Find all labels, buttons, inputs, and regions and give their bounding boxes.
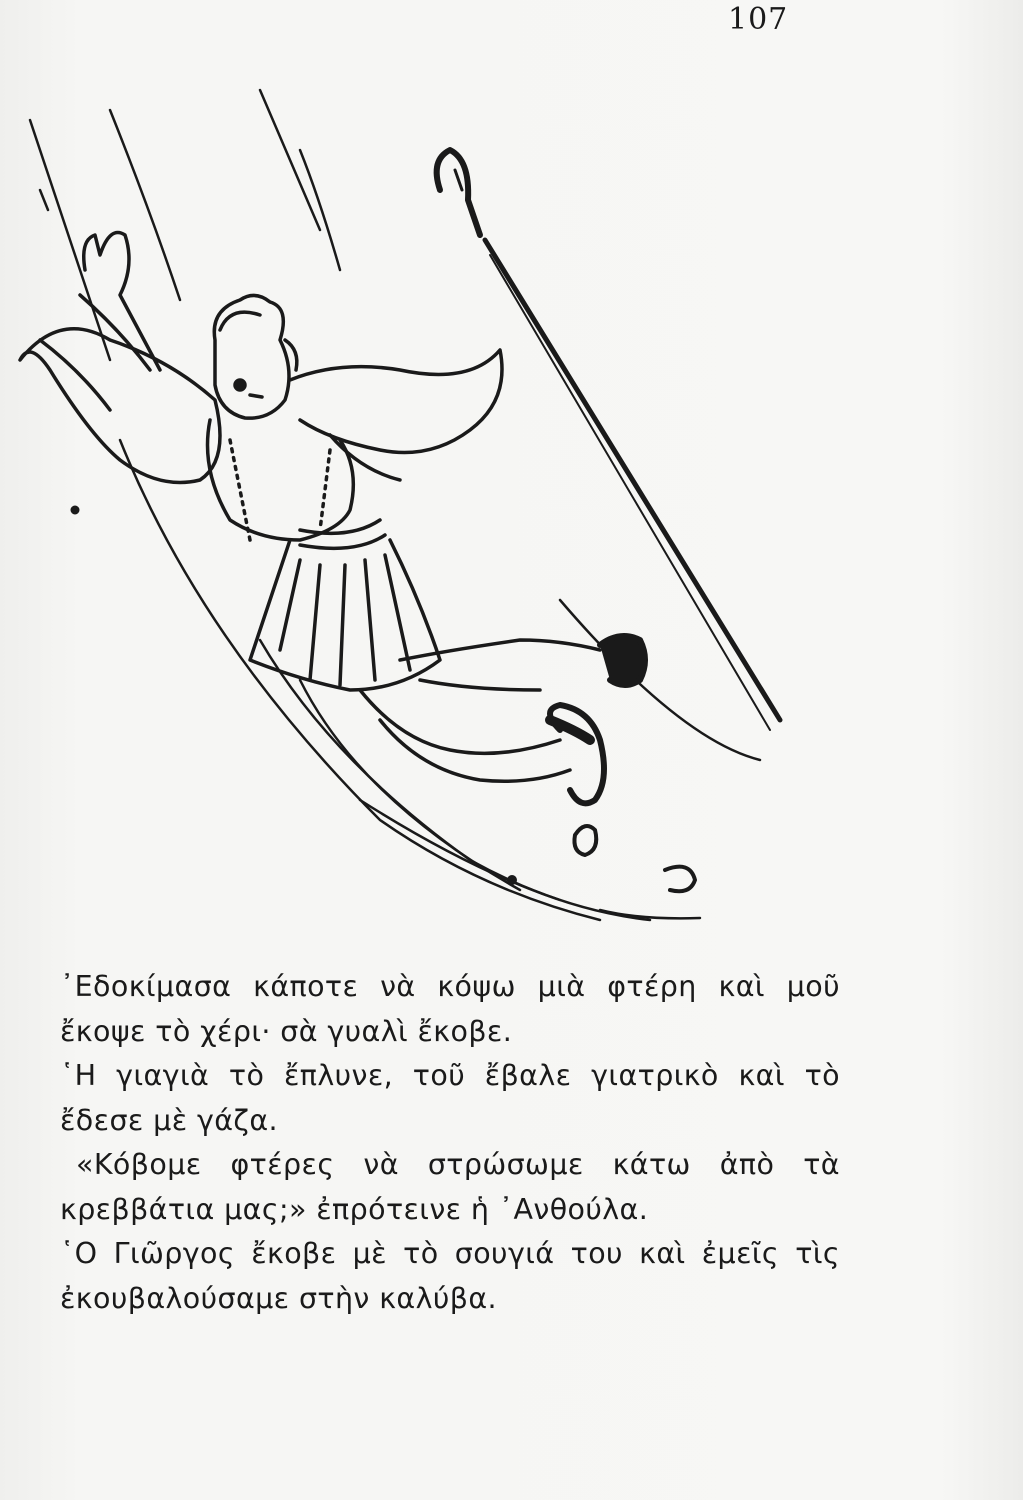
page-number: 107 [728,2,789,37]
figure [20,233,645,804]
body-text [60,965,840,1321]
paragraph-3: «Κόβομε φτέρες νὰ στρώσωμε κάτω ἀπὸ τὰ κρεββάτια μας;» ἐπρότεινε ἡ ᾽Ανθούλα. [60,1148,840,1226]
paragraph-2: ῾Η γιαγιὰ τὸ ἔπλυνε, τοῦ ἔβαλε γιατρικὸ καὶ τὸ ἔδεσε μὲ γάζα. [60,1059,840,1137]
paragraph-4: ῾Ο Γιῶργος ἔκοβε μὲ τὸ σουγιά του καὶ ἐμεῖς τὶς ἐκουβαλούσαμε στὴν καλύβα. [60,1237,840,1315]
falling-fragments [73,508,696,892]
paragraph-1: ᾽Εδοκίμασα κάποτε νὰ κόψω μιὰ φτέρη καὶ μοῦ ἔκοψε τὸ χέρι· σὰ γυαλὶ ἔκοβε. [60,970,840,1048]
illustration [0,40,1023,980]
